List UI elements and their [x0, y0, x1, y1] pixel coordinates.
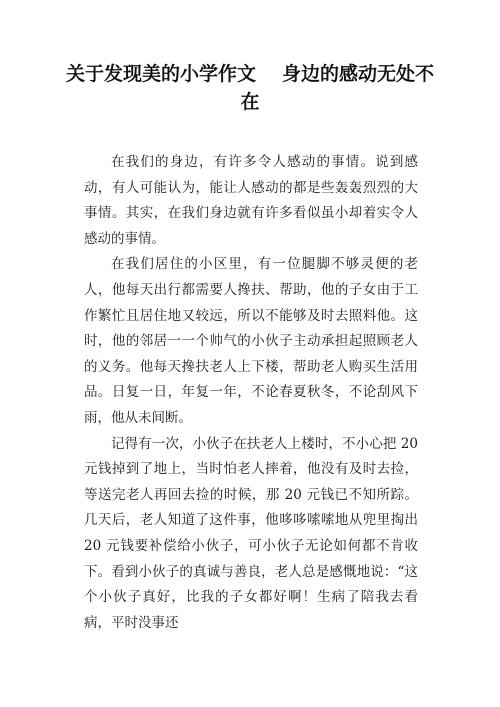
article-body — [84, 150, 418, 636]
paragraph-2: 在我们居住的小区里，有一位腿脚不够灵便的老人，他每天出行都需要人搀扶、帮助，他的子女由于工作繁忙且居住地又较远，所以不能够及时去照料他。这时，他的邻居一一个帅气的小伙子主动承担起照顾老人的义务。他每天搀扶老人上下楼，帮助老人购买生活用品。日复一日，年复一年，不论春夏秋冬，不论刮风下雨，他从未间断。 — [84, 256, 418, 426]
paragraph-1: 在我们的身边，有许多令人感动的事情。说到感动，有人可能认为，能让人感动的都是些轰轰烈烈的大事情。其实，在我们身边就有许多看似虽小却着实令人感动的事情。 — [84, 154, 418, 247]
title-part-1: 关于发现美的小学作文 — [65, 63, 256, 85]
title-part-2: 身边的感动无处不在 — [240, 63, 435, 113]
paragraph-3: 记得有一次，小伙子在扶老人上楼时，不小心把 20 元钱掉到了地上，当时怕老人摔着，他没有及时去捡，等送完老人再回去捡的时候，那 20 元钱已不知所踪。几天后，老人知道了这件事，他哆哆嗦嗦地从兜里掏出 20 元钱要补偿给小伙子，可小伙子无论如何都不肯收下。看到小伙子的真诚与善良，老人总是感慨地说：“这个小伙子真好，比我的子女都好啊！生病了陪我去看病，平时没事还 — [84, 435, 418, 631]
document-title — [60, 60, 440, 116]
